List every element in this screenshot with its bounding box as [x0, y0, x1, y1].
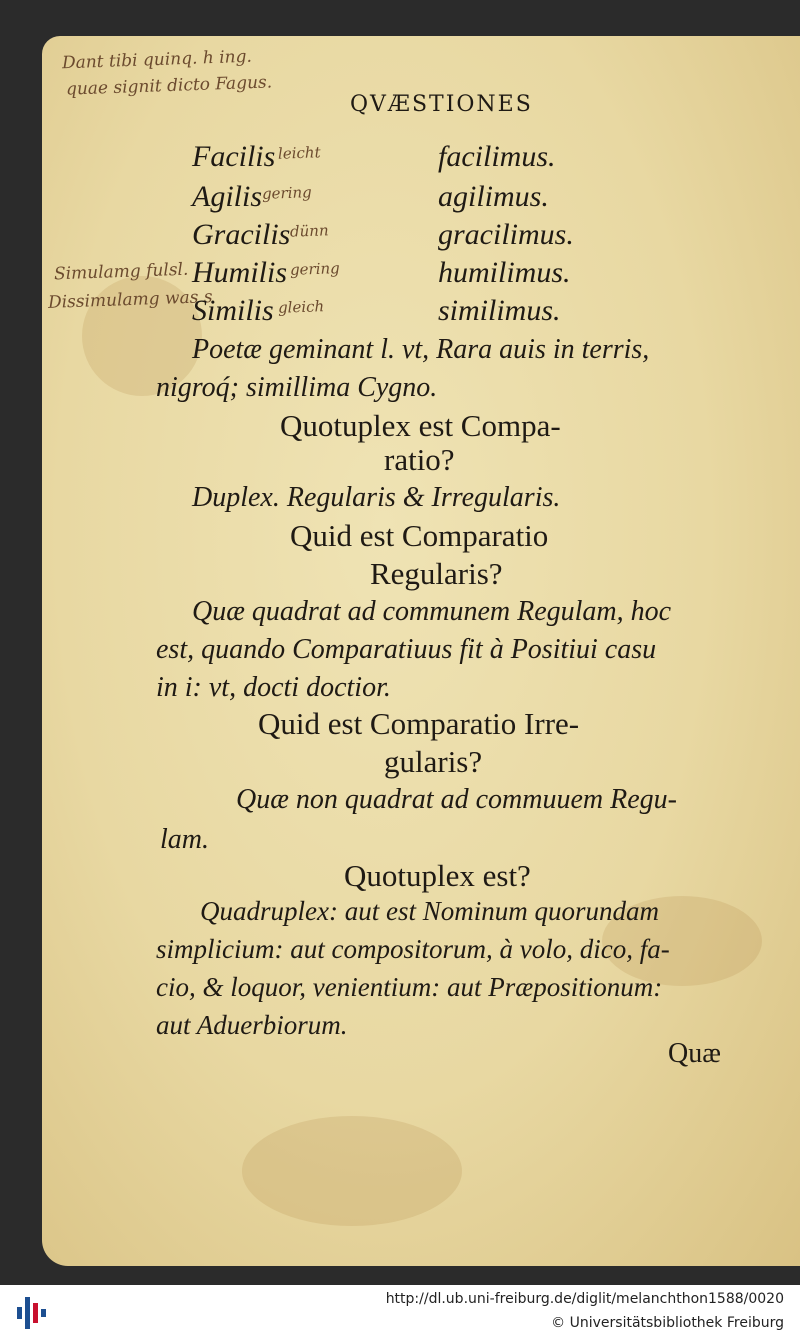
gloss-gracilis: dünn: [289, 221, 329, 241]
gloss-humilis: gering: [289, 259, 341, 279]
question-heading: ratio?: [384, 442, 455, 477]
adjective-superlative: humilimus.: [438, 256, 571, 289]
question-heading: Quid est Comparatio Irre-: [258, 706, 580, 741]
margin-note-line2: Dissimulamg was s: [47, 287, 213, 313]
answer-text: simplicium: aut compositorum, à volo, dico, fa-: [156, 934, 670, 964]
viewer-footer: [0, 1285, 800, 1340]
permalink[interactable]: http://dl.ub.uni-freiburg.de/diglit/melanchthon1588/0020: [385, 1291, 784, 1307]
adjective-positive: Gracilis: [192, 218, 291, 251]
question-heading: Quotuplex est Compa-: [280, 408, 561, 443]
adjective-superlative: agilimus.: [438, 180, 549, 213]
answer-text: lam.: [160, 824, 209, 855]
stain: [242, 1116, 462, 1226]
adjective-positive: Similis: [192, 294, 274, 327]
adjective-positive: Humilis: [192, 256, 288, 289]
answer-text: cio, & loquor, venientium: aut Præpositionum:: [156, 972, 663, 1002]
question-heading: Quotuplex est?: [344, 858, 531, 893]
handwritten-note-line2: quae signit dicto Fagus.: [65, 72, 273, 100]
copyright-notice: © Universitätsbibliothek Freiburg: [551, 1315, 784, 1331]
adjective-positive: Facilis: [192, 140, 276, 173]
question-heading: Quid est Comparatio: [290, 518, 549, 553]
handwritten-note-line1: Dant tibi quinq. h ing.: [61, 46, 253, 74]
gloss-agilis: gering: [261, 183, 313, 203]
poetae-line1: Poetæ geminant l. vt, Rara auis in terris,: [192, 334, 650, 365]
page-header: QVÆSTIONES: [350, 92, 533, 117]
adjective-superlative: gracilimus.: [438, 218, 574, 251]
answer-text: in i: vt, docti doctior.: [156, 672, 391, 703]
adjective-positive: Agilis: [192, 180, 263, 213]
answer-text: est, quando Comparatiuus fit à Positiui casu: [156, 634, 657, 665]
answer-text: Quæ quadrat ad communem Regulam, hoc: [192, 596, 672, 627]
poetae-line2: nigroq́; simillima Cygno.: [156, 372, 438, 403]
adjective-superlative: similimus.: [438, 294, 561, 327]
adjective-superlative: facilimus.: [438, 140, 556, 173]
question-heading: gularis?: [384, 744, 483, 779]
university-logo-icon: [14, 1293, 52, 1333]
margin-note-line1: Simulamg fulsl.: [53, 259, 189, 285]
question-heading: Regularis?: [370, 556, 503, 591]
gloss-similis: gleich: [277, 297, 325, 317]
answer-text: aut Aduerbiorum.: [156, 1010, 348, 1040]
answer-text: Quadruplex: aut est Nominum quorundam: [200, 896, 659, 926]
catchword: Quæ: [668, 1038, 721, 1069]
gloss-facilis: leicht: [277, 143, 321, 163]
answer-text: Quæ non quadrat ad commuuem Regu-: [236, 784, 677, 815]
answer-text: Duplex. Regularis & Irregularis.: [192, 482, 561, 513]
